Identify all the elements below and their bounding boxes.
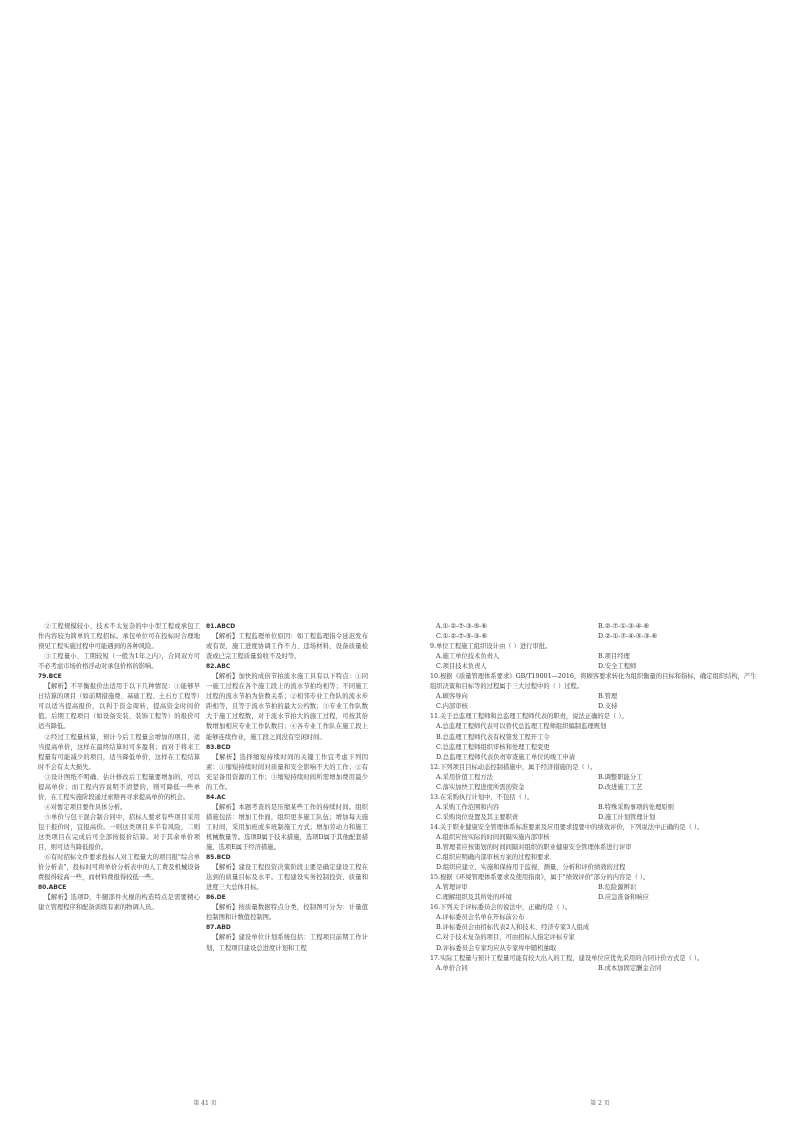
option-b: B.危险源辨识 bbox=[598, 884, 637, 892]
option-a: A.单价合同 bbox=[436, 964, 468, 972]
option-row bbox=[430, 964, 760, 974]
explanation-paragraph: ④对暂定项目要作具体分析。 bbox=[44, 803, 127, 811]
option-a: A.顾客导向 bbox=[436, 693, 468, 701]
option-a: A.①-②-⑦-③-⑤-⑥ bbox=[436, 623, 488, 630]
option-a: A.采购工作范围和内容 bbox=[436, 803, 500, 811]
option-row bbox=[430, 632, 760, 642]
option-row bbox=[430, 622, 760, 632]
explanation-paragraph: ⑥有时招标文件要求投标人对工程量大的项目报"综合单价分析表"，投标时可将单价分析表中的人工费及机械设备费报得较高一些，而材料费报得较低一些。 bbox=[38, 854, 200, 882]
option: D.评标委员会专家均应从专家库中随机抽取 bbox=[436, 944, 557, 952]
option-row bbox=[430, 883, 760, 893]
answer-number: 83.BCD bbox=[206, 743, 231, 751]
option-b: B.调整职能分工 bbox=[598, 773, 643, 781]
question-stem: 13.在采购执行计划中，不包括（ ）。 bbox=[430, 793, 534, 801]
option-a: C.理解组织及其所处的环境 bbox=[436, 894, 512, 902]
option-row bbox=[430, 652, 760, 662]
option-b: D.②-①-⑦-④-⑤-③-⑥ bbox=[598, 633, 658, 641]
option-row bbox=[430, 893, 760, 903]
option-a: A.施工单位技术负责人 bbox=[436, 653, 500, 661]
answer-number: 81.ABCD bbox=[206, 623, 236, 630]
left-column-b bbox=[206, 622, 368, 954]
answer-number: 80.ABCE bbox=[38, 884, 67, 892]
option-a: A.采用价值工程方法 bbox=[436, 773, 493, 781]
explanation-paragraph: 【解析】不平衡报价法适用于以下几种情况：①能够早日结算的项目（如前期措施费、基础工程、土石方工程等）可以适当提高报价，以利于资金周转，提高资金时间价值。后期工程项目（如设备安装、装饰工程等）的报价可适当降低。 bbox=[38, 683, 200, 731]
question-stem: 10.根据《质量管理体系要求》GB/T19001—2016，将顾客要求转化为组织衡量的目标和指标，确定组织结构，产生组织决策和目标等的过程属于三大过程中的（ ）过程。 bbox=[430, 673, 757, 691]
option-row bbox=[430, 803, 760, 813]
option-a: C.落实加快工程进度所需的资金 bbox=[436, 783, 525, 791]
explanation-paragraph: 【解析】建设工程投资决策阶段主要是确定建设工程在达到的质量目标及水平。工程建设实务控制投资、质量和进度三大总体目标。 bbox=[206, 864, 368, 892]
option-b: D.安全工程师 bbox=[598, 663, 637, 671]
page-number-left: 第 41 页 bbox=[193, 1100, 217, 1107]
option-row bbox=[430, 692, 760, 702]
explanation-paragraph: 【解析】建设单位计划系统包括：工程项目前期工作计划，工程项目建设总进度计划和工程 bbox=[206, 934, 368, 952]
option: B.评标委员会由招标代表2人和技术、经济专家3人组成 bbox=[436, 924, 590, 932]
option-b: B.②-⑦-①-③-④-⑥ bbox=[598, 623, 650, 630]
answer-number: 87.ABD bbox=[206, 924, 231, 932]
answer-number: 82.ABC bbox=[206, 663, 231, 671]
right-column bbox=[430, 622, 760, 974]
answer-number: 79.BCE bbox=[38, 673, 62, 681]
option: D.组织应建立、实施和保持用于监视、测量、分析和评价绩效的过程 bbox=[436, 864, 626, 872]
option: A.评标委员会名单在开标前公布 bbox=[436, 914, 525, 922]
explanation-paragraph: 【解析】按质量数据特点分类，控制图可分为：计量值控制图和计数值控制图。 bbox=[206, 904, 368, 922]
option-a: C.采购岗位设置及其主要职责 bbox=[436, 813, 519, 821]
option: C.对于技术复杂的项目，可由招标人指定评标专家 bbox=[436, 934, 575, 942]
option: C.组织应明确内部审核方案的过程和要求 bbox=[436, 854, 550, 862]
option-b: D.施工计划管理计划 bbox=[598, 813, 656, 821]
option-row bbox=[430, 773, 760, 783]
question-stem: 16.下列关于评标委员会的说法中，正确的是（ ）。 bbox=[430, 904, 572, 912]
question-stem: 15.根据《环境管理体系要求及使用指南》，属于"绩效评价"部分的内容是（ ）。 bbox=[430, 874, 650, 882]
option: A.总监理工程师代表可以替代总监理工程师组织编制监理规划 bbox=[436, 723, 607, 731]
option: B.管理者应按策划的时间间隔对组织的职业健康安全管理体系进行评审 bbox=[436, 844, 632, 852]
option-b: B.管理 bbox=[598, 693, 618, 701]
explanation-paragraph: ③设计图纸不明确、估计修改后工程量要增加的，可以提高单价；而工程内容说明不清楚的，则可降低一些单价，在工程实施阶段通过索赔再寻求提高单价的机会。 bbox=[38, 773, 200, 801]
option-b: B.项目经理 bbox=[598, 653, 630, 661]
explanation-paragraph: 【解析】选项D，牛腿部件火棍的构造特点是需要精心建立管理程序和配备训练有素的物调人员。 bbox=[38, 894, 200, 912]
option-a: C.项目技术负责人 bbox=[436, 663, 487, 671]
answer-number: 85.BCD bbox=[206, 854, 231, 862]
option: D.总监理工程师代表负责审查施工单位的竣工申请 bbox=[436, 753, 576, 761]
option: C.总监理工程师组织审核和处理工程变更 bbox=[436, 743, 550, 751]
option-b: D.应急准备和响应 bbox=[598, 894, 649, 902]
left-column-a bbox=[38, 622, 200, 913]
explanation-paragraph: 【解析】本题考查的是压缩某些工作的持续时间。组织措施包括：增加工作面，组织更多施工队伍；增加每天施工时间，采用加班或多班制施工方式；增加劳动力和施工机械数量等。选项B属于技术措施，选项D属于其他配套措施，选项E属于经济措施。 bbox=[206, 803, 368, 852]
explanation-paragraph: 【解析】工程监理单位原因：如工程监理指令延迟发布或有误，施工进度协调工作不力、违场材料、设备质量检查或已完工程质量验收不及时等。 bbox=[206, 633, 368, 661]
explanation-paragraph: ②经过工程量核算，预计今后工程量会增加的项目，适当提高单价，这样在最终结算时可多盈利；而对于将来工程量有可能减少的项目，适当降低单价，这样在工程结算时不会有太大损失。 bbox=[38, 733, 200, 771]
option-row bbox=[430, 813, 760, 823]
answer-number: 86.DE bbox=[206, 894, 226, 902]
question-stem: 11.关于总监理工程师和总监理工程师代表的职责，说法正确的是（ ）。 bbox=[430, 713, 628, 721]
question-stem: 17.实际工程量与预计工程量可能有较大出入的工程，建设单位应优先采用的合同计价方式是（ ）。 bbox=[430, 954, 704, 962]
explanation-paragraph: ⑤单价与包干混合制合同中，招标人要求有些项目采用包干报价时，宜报高价。一则这类项目多半有风险，二则这类项目在完成后可全部按报价结算。对于其余单价项目，则可适当降低报价。 bbox=[38, 813, 200, 852]
explanation-paragraph: 【解析】选择缩短持续时间的关键工作宜考虑下列因素：①缩短持续时间对质量和安全影响不大的工作；②有充足备用资源的工作；③缩短持续时间所需增加费用最少的工作。 bbox=[206, 753, 368, 791]
option-row bbox=[430, 662, 760, 672]
option-b: D.改进施工工艺 bbox=[598, 783, 643, 791]
option: A.组织应按实际的时间间隔实施内部审核 bbox=[436, 833, 550, 841]
option: B.总监理工程师代表有权签发工程开工令 bbox=[436, 733, 550, 741]
question-stem: 9.单位工程施工组织设计由（ ）进行审批。 bbox=[430, 643, 552, 651]
option-a: C.内部审核 bbox=[436, 703, 468, 711]
option-b: B.特殊采购事项的处理原则 bbox=[598, 803, 674, 811]
option-row bbox=[430, 702, 760, 712]
explanation-paragraph: ②工程规模较小、技术不太复杂的中小型工程或承包工作内容较为简单的工程招标。承包单位可在投标时合理地预见工程实施过程中可能遇到的各种风险。 bbox=[38, 623, 200, 651]
option-b: B.成本加固定酬金合同 bbox=[598, 964, 662, 972]
option-a: A.管理评审 bbox=[436, 884, 468, 892]
explanation-paragraph: 【解析】加快的成倍节拍流水施工具有以下特点：①同一施工过程在各个施工段上的流水节拍均相等；不同施工过程的流水节拍为倍数关系；②相邻专业工作队的流水步距相等，且等于流水节拍的最大公约数；③专业工作队数大于施工过程数，对于流水节拍大的施工过程，可按其倍数增加相应专业工作队数目；④各专业工作队在施工段上能够连续作业，施工段之间没有空闲时间。 bbox=[206, 673, 368, 741]
question-stem: 14.关于职业健康安全管理体系标准要素及应用要求提要中的绩效评价，下列说法中正确的是（ ）。 bbox=[430, 823, 704, 831]
option-b: D.支持 bbox=[598, 703, 618, 711]
explanation-paragraph: ③工程量小、工期较短（一般为1年之内），合同双方可不必考虑市场价格浮动对承包价格的影响。 bbox=[38, 653, 200, 671]
option-a: C.①-②-⑦-⑤-③-⑥ bbox=[436, 633, 488, 641]
answer-number: 84.AC bbox=[206, 793, 226, 801]
page-number-right: 第 2 页 bbox=[590, 1100, 610, 1107]
option-row bbox=[430, 783, 760, 793]
question-stem: 12.下列项目目标动态控制措施中，属于经济措施的是（ ）。 bbox=[430, 763, 597, 771]
watermark: · 资 料 · · · · · bbox=[501, 772, 536, 798]
